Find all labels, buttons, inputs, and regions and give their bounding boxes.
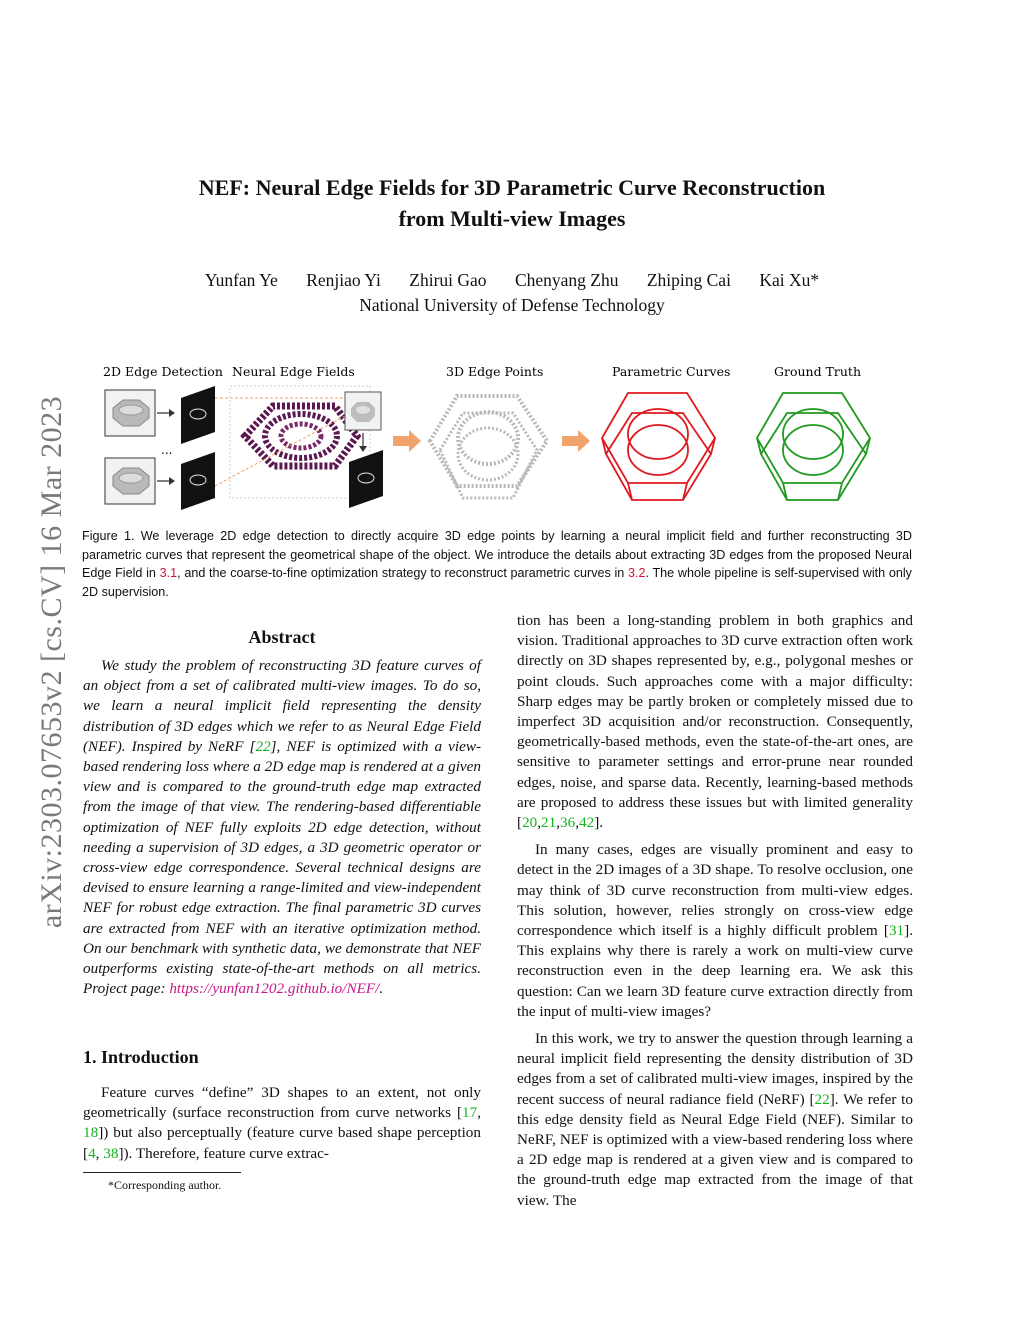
body-text: ]. We refer to this edge density field as Neural Edge Field (NEF). Similar to NeRF, NEF is optimized with a view-based rendering loss where a 2D edge map is rendered at a given view and is compared to the ground-truth edge map extracted from the image of that view. The <box>517 1090 913 1209</box>
author: Yunfan Ye <box>204 270 278 290</box>
right-column <box>517 611 913 1218</box>
footnote: *Corresponding author. <box>108 1178 222 1192</box>
input-view-top <box>105 390 155 436</box>
arxiv-stamp-text: arXiv:2303.07653v2 [cs.CV] 16 Mar 2023 <box>35 395 68 929</box>
citation-link[interactable]: 38 <box>103 1144 119 1162</box>
body-text: , <box>537 814 542 832</box>
section-heading-introduction: 1. Introduction <box>83 1047 199 1067</box>
label-neural-edge-fields: Neural Edge Fields <box>232 364 355 379</box>
author: Zhiping Cai <box>646 270 731 290</box>
section-ref-link[interactable]: 3.2 <box>628 566 646 580</box>
author: Zhirui Gao <box>409 270 487 290</box>
abstract-text: ], NEF is optimized with a view-based rendering loss where a 2D edge map is rendered at a given view and is compared to the ground-truth edge map extracted from the image of that view. The rendering-based differentiable optimization of NEF fully exploits 2D edge detection, without needing a supervision of 3D edges, a 3D geometric operator or cross-view edge correspondence. Several technical designs are devised to ensure learning a range-limited and view-independent NEF for robust edge extraction. The final parametric 3D curves are extracted from NEF with an iterative optimization method. On our benchmark with synthetic data, we demonstrate that NEF outperforms existing state-of-the-art methods on all metrics. Project page: <box>83 737 482 998</box>
body-text: ]). Therefore, feature curve extrac- <box>118 1144 329 1162</box>
label-ground-truth: Ground Truth <box>774 364 861 379</box>
render-view-top <box>345 392 381 430</box>
body-text: Feature curves “define” 3D shapes to an extent, not only geometrically (surface reconstruction from curve networks [ <box>83 1084 481 1122</box>
figure-caption <box>82 527 912 601</box>
title-line-2: from Multi-view Images <box>398 206 626 231</box>
body-text: , <box>575 814 580 832</box>
abstract-body <box>83 656 481 999</box>
author-list <box>0 270 1024 291</box>
label-parametric-curves: Parametric Curves <box>612 364 731 379</box>
citation-link[interactable]: 22 <box>814 1090 830 1108</box>
citation-link[interactable]: 21 <box>541 814 557 832</box>
body-text: tion has been a long-standing problem in both graphics and vision. Traditional approaches to 3D curve extraction often work directly on 3D shapes represented by, e.g., polygonal meshes or point clouds. Such approaches come with a major difficulty: Sharp edges may be partly broken or completely missed due to imperfect 3D acquisition and/or reconstruction. Consequently, geometrically-based methods, even the state-of-the-art ones, are sensitive to parameter settings and error-prune near rounded edges, noise, and sparse data. Recently, learning-based methods are proposed to address these issues but with limited generality [ <box>517 612 913 832</box>
abstract-heading: Abstract <box>248 627 316 647</box>
body-text: In this work, we try to answer the question through learning a neural implicit field representing the density distribution of 3D edges from a set of calibrated multi-view images, inspired by the recent success of neural radiance field (NeRF) [ <box>517 1030 913 1108</box>
parametric-curves-plot <box>602 393 715 500</box>
body-text: , <box>95 1144 104 1162</box>
body-text: ]. This explains why there is rarely a work on multi-view curve reconstruction even in the deep learning era. We ask this question: Can we learn 3D feature curve extraction directly from the input of multi-view images? <box>517 922 913 1020</box>
citation-link[interactable]: 17 <box>462 1104 478 1122</box>
citation-link[interactable]: 31 <box>888 922 905 940</box>
citation-link[interactable]: 36 <box>560 814 576 832</box>
author: Renjiao Yi <box>306 270 381 290</box>
ellipsis: ... <box>161 443 173 457</box>
body-text: , <box>556 814 561 832</box>
pipeline-arrow-2 <box>562 430 590 452</box>
pipeline-arrow-1 <box>393 430 421 452</box>
abstract-text: . <box>379 980 384 998</box>
author: Kai Xu* <box>759 270 820 290</box>
body-text: ]) but also perceptually (feature curve based shape perception [ <box>83 1124 481 1162</box>
section-ref-link[interactable]: 3.1 <box>159 566 178 580</box>
intro-paragraph-3 <box>517 840 913 1022</box>
edge-map-top <box>181 386 215 444</box>
label-2d-edge-detection: 2D Edge Detection <box>103 364 223 379</box>
caption-text: . The whole pipeline is self-supervised with only 2D supervision. <box>82 566 912 599</box>
citation-link[interactable]: 4 <box>88 1144 96 1162</box>
affiliation: National University of Defense Technology <box>359 295 665 315</box>
intro-paragraph-4 <box>517 1029 913 1211</box>
edge-map-bottom <box>181 452 215 510</box>
citation-link[interactable]: 18 <box>83 1124 99 1142</box>
caption-text: Figure 1. We leverage 2D edge detection to directly acquire 3D edge points by learning a neural implicit field and further reconstructing 3D parametric curves that represent the geometrical shape of the object. We introduce the details about extracting 3D edges from the proposed Neural Edge Field in <box>82 529 912 580</box>
label-3d-edge-points: 3D Edge Points <box>446 364 544 379</box>
abstract-text: We study the problem of reconstructing 3D feature curves of an object from a set of calibrated multi-view images. To do so, we learn a neural implicit field representing the density distribution of 3D edges which we refer to as Neural Edge Field (NEF). Inspired by NeRF [ <box>83 657 481 755</box>
title-line-1: NEF: Neural Edge Fields for 3D Parametric Curve Reconstruction <box>198 175 826 200</box>
intro-paragraph-2 <box>517 611 913 833</box>
citation-link[interactable]: 22 <box>255 737 271 755</box>
project-page-link[interactable]: https://yunfan1202.github.io/NEF/ <box>169 980 380 998</box>
citation-link[interactable]: 42 <box>579 814 595 832</box>
edge-points-plot <box>430 396 547 498</box>
ground-truth-plot <box>757 393 870 500</box>
intro-paragraph-1 <box>83 1083 481 1164</box>
footnote-rule <box>83 1172 241 1173</box>
caption-text: , and the coarse-to-fine optimization strategy to reconstruct parametric curves in <box>177 566 628 580</box>
body-text: , <box>477 1104 481 1122</box>
citation-link[interactable]: 20 <box>522 814 538 832</box>
render-edge-map <box>349 450 383 508</box>
paper-title <box>0 172 1024 234</box>
input-view-bottom <box>105 458 155 504</box>
body-text: In many cases, edges are visually prominent and easy to detect in the 2D images of a 3D shape. To resolve occlusion, one may think of 3D curve reconstruction from multi-view edges. This solution, however, relies strongly on cross-view edge correspondence which itself is a highly difficult problem [ <box>517 841 913 940</box>
body-text: ]. <box>594 814 604 832</box>
author: Chenyang Zhu <box>514 270 619 290</box>
figure-1 <box>95 358 875 518</box>
